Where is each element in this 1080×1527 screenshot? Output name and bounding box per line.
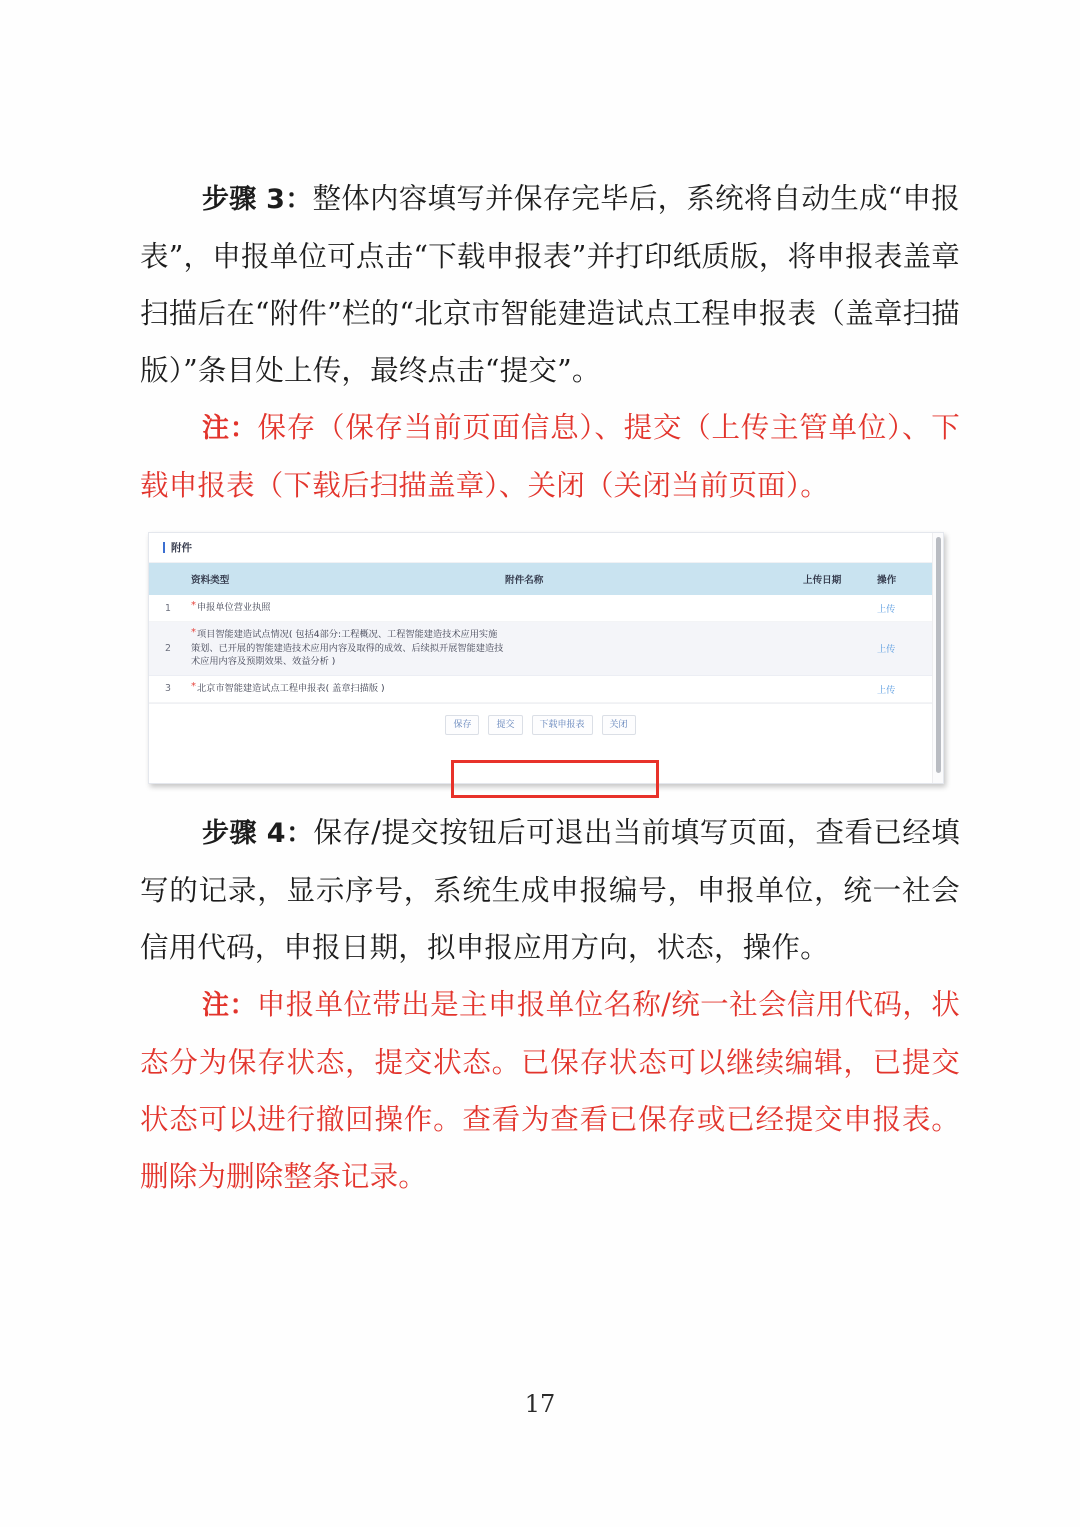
table-row: [149, 595, 934, 622]
paragraph-note1-lead: 注：: [202, 413, 258, 444]
attachment-panel-title-label: 附件: [171, 542, 192, 554]
row-upload-link[interactable]: 上传: [877, 622, 934, 676]
scrollbar-thumb[interactable]: [936, 537, 941, 773]
embedded-app-screenshot: [148, 532, 948, 790]
attachment-table-head: [149, 563, 934, 595]
paragraph-note2-body: 申报单位带出是主申报单位名称/统一社会信用代码，状态分为保存状态，提交状态。已保存状态可以继续编辑，已提交状态可以进行撤回操作。查看为查看已保存或已经提交申报表。删除为删除整条记录。: [140, 988, 961, 1193]
row-upload-date: [803, 675, 877, 702]
paragraph-step3-lead: 步骤 3：: [202, 184, 313, 215]
row-upload-link[interactable]: 上传: [877, 675, 934, 702]
paragraph-step4: [140, 804, 960, 976]
attachment-panel-window: [148, 532, 944, 784]
row-upload-date: [803, 595, 877, 622]
attachment-panel-footer: [149, 703, 932, 747]
attachment-table-body: [149, 595, 934, 702]
paragraph-note2-lead: 注：: [202, 990, 257, 1021]
required-star-icon: *: [191, 627, 196, 638]
paragraph-step4-lead: 步骤 4：: [202, 818, 314, 849]
attachment-table-header-row: [149, 563, 934, 595]
vertical-scrollbar[interactable]: [932, 533, 943, 783]
attachment-table: [149, 563, 934, 703]
row-index: 2: [149, 622, 187, 676]
close-button[interactable]: 关闭: [602, 715, 636, 735]
download-form-button[interactable]: 下载申报表: [532, 715, 593, 735]
row-index: 3: [149, 675, 187, 702]
attachment-panel-body: [149, 533, 932, 783]
paragraph-note2: [140, 976, 960, 1205]
title-accent-bar: [163, 542, 165, 553]
page-content: [140, 170, 960, 1205]
column-header-date: 上传日期: [803, 563, 877, 595]
required-star-icon: *: [191, 680, 196, 692]
column-header-type: 资料类型: [187, 563, 505, 595]
attachment-panel-title: [149, 533, 932, 563]
row-type: [187, 622, 505, 676]
row-attachment-name: [505, 595, 803, 622]
row-type-label: 项目智能建造试点情况( 包括4部分:工程概况、工程智能建造技术应用实施策划、已开展的智能建造技术应用内容及取得的成效、后续拟开展智能建造技术应用内容及预期效果、效益分析 ): [191, 629, 504, 667]
page-number: 17: [524, 1390, 556, 1418]
column-header-name: 附件名称: [505, 563, 803, 595]
row-upload-date: [803, 622, 877, 676]
row-index: 1: [149, 595, 187, 622]
paragraph-step3-body: 整体内容填写并保存完毕后，系统将自动生成“申报表”，申报单位可点击“下载申报表”并打印纸质版，将申报表盖章扫描后在“附件”栏的“北京市智能建造试点工程申报表（盖章扫描版）”条目处上传，最终点击“提交”。: [140, 182, 961, 387]
paragraph-step4-body: 保存/提交按钮后可退出当前填写页面，查看已经填写的记录，显示序号，系统生成申报编号，申报单位，统一社会信用代码，申报日期，拟申报应用方向，状态，操作。: [140, 816, 960, 964]
spacer: [140, 790, 960, 804]
row-type-label: 北京市智能建造试点工程申报表( 盖章扫描版 ): [197, 682, 385, 694]
paragraph-step3: [140, 170, 960, 399]
paragraph-note1-body: 保存（保存当前页面信息）、提交（上传主管单位）、下载申报表（下载后扫描盖章）、关闭（关闭当前页面）。: [140, 411, 960, 502]
column-header-index: [149, 563, 187, 595]
row-attachment-name: [505, 675, 803, 702]
row-type: [187, 675, 505, 702]
row-attachment-name: [505, 622, 803, 676]
submit-button[interactable]: 提交: [488, 715, 522, 735]
row-upload-link[interactable]: 上传: [877, 595, 934, 622]
row-type-label: 申报单位营业执照: [197, 602, 271, 614]
paragraph-note1: [140, 399, 960, 514]
table-row: [149, 675, 934, 702]
column-header-action: 操作: [877, 563, 934, 595]
table-row: [149, 622, 934, 676]
required-star-icon: *: [191, 600, 196, 612]
row-type: [187, 595, 505, 622]
save-button[interactable]: 保存: [445, 715, 479, 735]
